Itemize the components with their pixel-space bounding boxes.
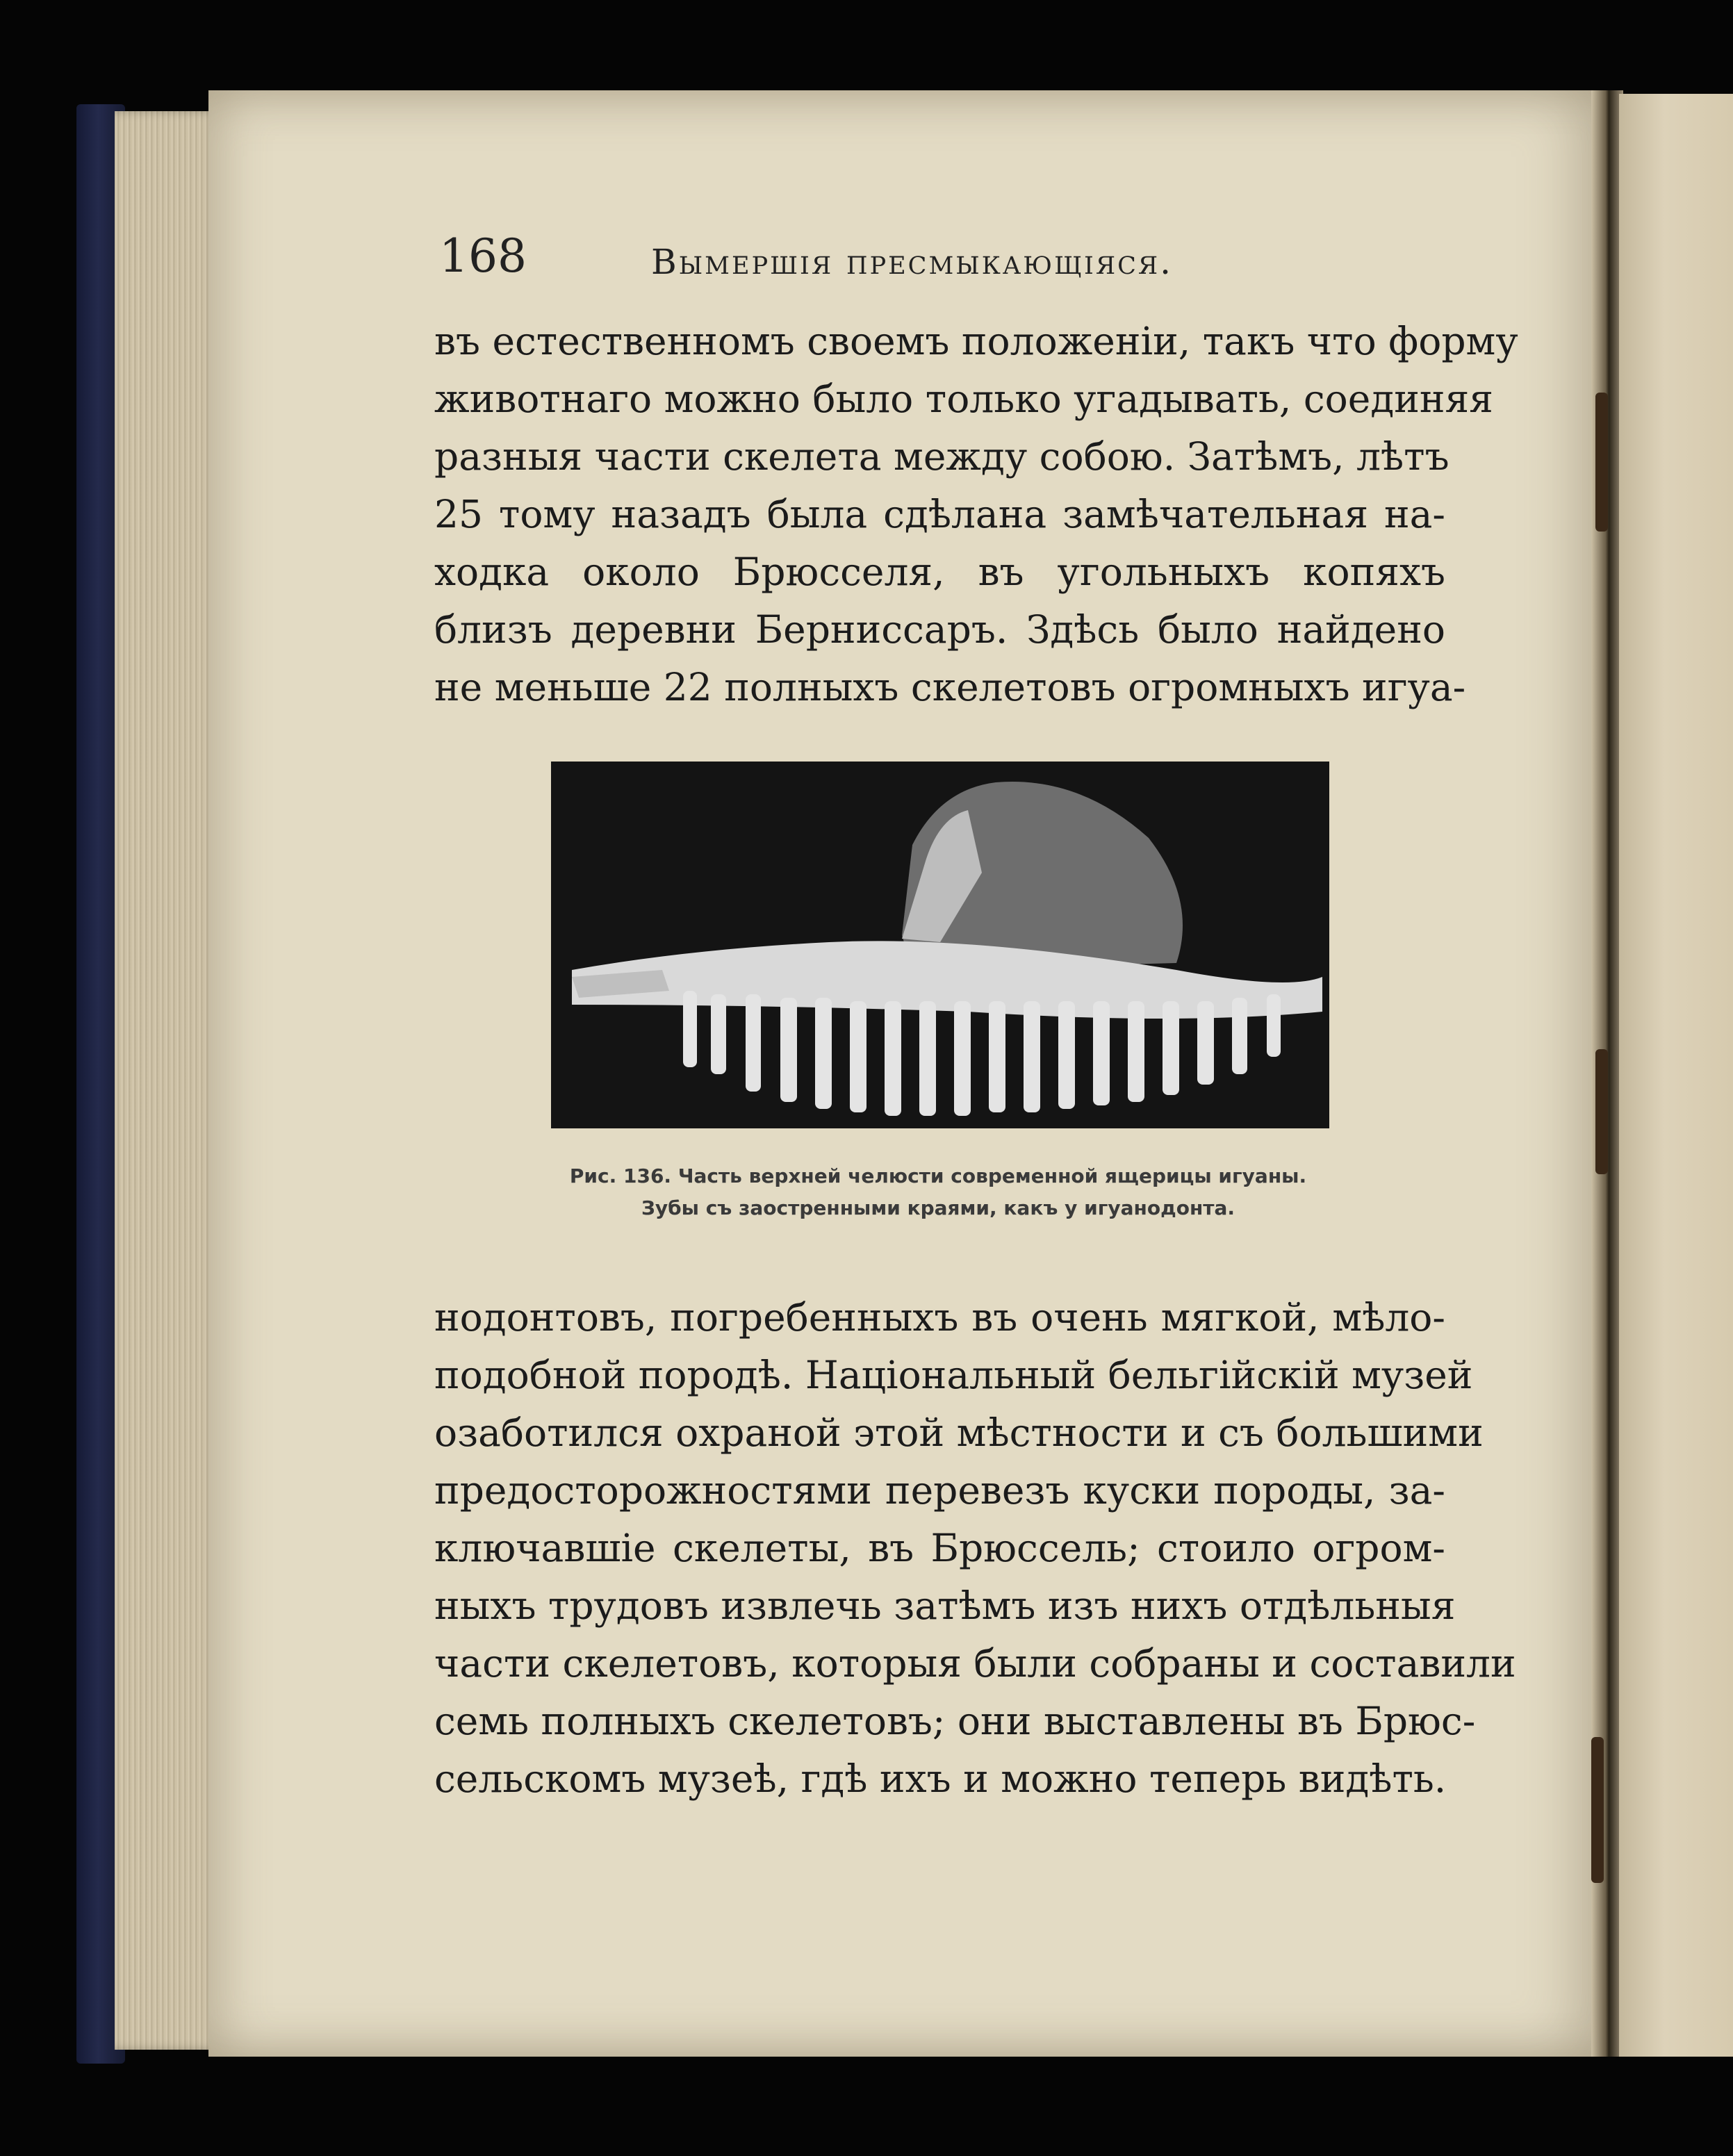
- page-number: 168: [439, 229, 527, 283]
- text-line: ходка около Брюсселя, въ угольныхъ копяхъ: [434, 550, 1445, 594]
- text-line: озаботился охраной этой мѣстности и съ большими: [434, 1410, 1484, 1455]
- text-line: не меньше 22 полныхъ скелетовъ огромныхъ игуа-: [434, 665, 1466, 709]
- text-line: животнаго можно было только угадывать, соединяя: [434, 377, 1493, 421]
- next-page-edge: [1619, 94, 1733, 2057]
- paragraph-bottom: [434, 1289, 1516, 1808]
- text-line: въ естественномъ своемъ положеніи, такъ что форму: [434, 319, 1518, 363]
- text-line: нодонтовъ, погребенныхъ въ очень мягкой, мѣло-: [434, 1295, 1445, 1340]
- page-stack-edges: [115, 111, 219, 2050]
- binding-tab: [1591, 1737, 1604, 1883]
- figure-caption-line-1: Рис. 136. Часть верхней челюсти современной ящерицы игуаны.: [569, 1165, 1307, 1187]
- text-line: подобной породѣ. Національный бельгійскій музей: [434, 1353, 1473, 1397]
- iguana-jaw-photo: [551, 762, 1329, 1128]
- jaw-illustration: [551, 762, 1329, 1128]
- running-head: [439, 229, 1468, 292]
- paragraph-top: [434, 313, 1518, 716]
- text-line: ключавшіе скелеты, въ Брюссель; стоило огром-: [434, 1526, 1445, 1570]
- text-line: 25 тому назадъ была сдѣлана замѣчательная на-: [434, 492, 1445, 536]
- figure-caption-line-2: Зубы съ заостренными краями, какъ у игуанодонта.: [641, 1196, 1235, 1219]
- text-line: разныя части скелета между собою. Затѣмъ, лѣтъ: [434, 434, 1449, 479]
- text-line: сельскомъ музеѣ, гдѣ ихъ и можно теперь видѣть.: [434, 1756, 1447, 1801]
- text-line: предосторожностями перевезъ куски породы, за-: [434, 1468, 1445, 1513]
- text-line: близъ деревни Берниссаръ. Здѣсь было найдено: [434, 607, 1445, 652]
- text-line: ныхъ трудовъ извлечь затѣмъ изъ нихъ отдѣльныя: [434, 1583, 1456, 1628]
- binding-tab: [1595, 393, 1608, 532]
- text-line: семь полныхъ скелетовъ; они выставлены въ Брюс-: [434, 1699, 1476, 1743]
- header-title: Вымершія пресмыкающіяся.: [651, 242, 1174, 282]
- text-line: части скелетовъ, которыя были собраны и составили: [434, 1641, 1516, 1686]
- binding-tab: [1595, 1049, 1608, 1174]
